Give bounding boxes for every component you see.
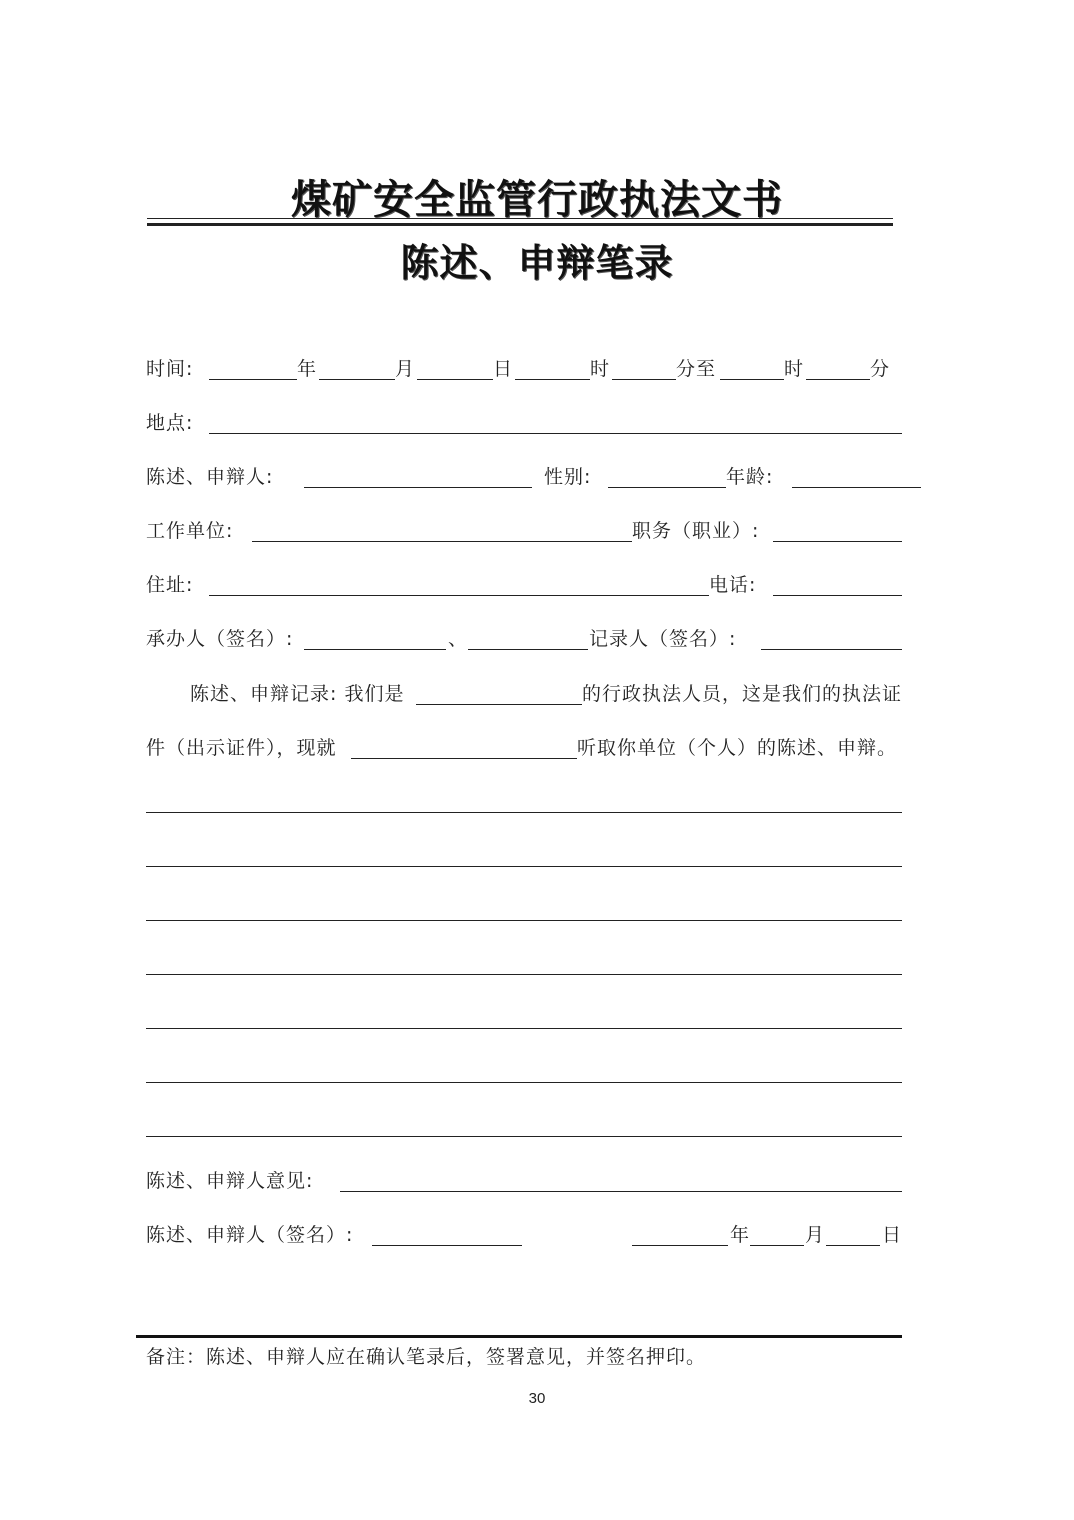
title-rule-upper <box>147 218 893 219</box>
record-writing-line[interactable] <box>146 974 902 975</box>
sign-month-label: 月 <box>805 1224 826 1246</box>
minute-end-field[interactable] <box>806 379 870 380</box>
record-intro-text: 陈述、申辩记录: 我们是 <box>190 683 405 705</box>
position-label: 职务（职业）: <box>632 520 760 542</box>
employer-label: 工作单位: <box>146 520 234 542</box>
record-line-1 <box>146 679 936 709</box>
sign-year-field[interactable] <box>632 1245 728 1246</box>
signature-field[interactable] <box>372 1245 522 1246</box>
page-number: 30 <box>528 1390 546 1407</box>
year-label: 年 <box>297 358 318 380</box>
record-cert-text-2: 听取你单位（个人）的陈述、申辩。 <box>577 737 898 759</box>
address-row <box>146 570 906 600</box>
handler-label: 承办人（签名）: <box>146 628 294 650</box>
agency-field[interactable] <box>416 704 582 705</box>
address-field[interactable] <box>209 595 709 596</box>
hour-start-label: 时 <box>590 358 611 380</box>
document-subtitle: 陈述、申辩笔录 <box>400 240 674 285</box>
signature-row <box>146 1220 906 1250</box>
person-name-field[interactable] <box>304 487 532 488</box>
phone-label: 电话: <box>709 574 757 596</box>
person-label: 陈述、申辩人: <box>146 466 274 488</box>
age-label: 年龄: <box>726 466 774 488</box>
hour-end-field[interactable] <box>720 379 784 380</box>
record-writing-line[interactable] <box>146 866 902 867</box>
gender-label: 性别: <box>544 466 592 488</box>
record-writing-line[interactable] <box>146 812 902 813</box>
age-field[interactable] <box>792 487 921 488</box>
minute-start-field[interactable] <box>612 379 676 380</box>
employer-field[interactable] <box>252 541 632 542</box>
handler-signature-1[interactable] <box>304 649 446 650</box>
position-field[interactable] <box>773 541 902 542</box>
sign-day-label: 日 <box>882 1224 903 1246</box>
hour-start-field[interactable] <box>515 379 590 380</box>
title-rule-lower <box>147 223 893 226</box>
hour-end-label: 时 <box>784 358 805 380</box>
record-cert-text: 件（出示证件），现就 <box>146 737 337 759</box>
gender-field[interactable] <box>608 487 726 488</box>
place-row <box>146 408 906 438</box>
record-writing-line[interactable] <box>146 1136 902 1137</box>
footer-rule <box>136 1335 902 1338</box>
recorder-signature[interactable] <box>761 649 902 650</box>
opinion-field[interactable] <box>340 1191 902 1192</box>
sign-day-field[interactable] <box>826 1245 880 1246</box>
employer-row <box>146 516 906 546</box>
record-writing-line[interactable] <box>146 920 902 921</box>
handler-separator: 、 <box>448 628 469 650</box>
time-label: 时间: <box>146 358 194 380</box>
handler-row <box>146 624 906 654</box>
minute-end-label: 分 <box>870 358 891 380</box>
place-field[interactable] <box>209 433 902 434</box>
record-writing-line[interactable] <box>146 1082 902 1083</box>
footer-note: 备注：陈述、申辩人应在确认笔录后，签署意见，并签名押印。 <box>146 1346 707 1368</box>
month-label: 月 <box>395 358 416 380</box>
sign-year-label: 年 <box>730 1224 751 1246</box>
matter-field[interactable] <box>351 758 577 759</box>
month-field[interactable] <box>319 379 395 380</box>
record-writing-line[interactable] <box>146 1028 902 1029</box>
place-label: 地点: <box>146 412 194 434</box>
person-row <box>146 462 926 492</box>
record-line-2 <box>146 733 936 763</box>
year-field[interactable] <box>209 379 297 380</box>
day-label: 日 <box>493 358 514 380</box>
day-field[interactable] <box>417 379 493 380</box>
minute-to-label: 分至 <box>676 358 717 380</box>
recorder-label: 记录人（签名）: <box>589 628 737 650</box>
phone-field[interactable] <box>773 595 902 596</box>
address-label: 住址: <box>146 574 194 596</box>
opinion-label: 陈述、申辩人意见: <box>146 1170 314 1192</box>
document-title: 煤矿安全监管行政执法文书 <box>291 176 783 223</box>
record-intro-text-2: 的行政执法人员，这是我们的执法证 <box>582 683 903 705</box>
opinion-row <box>146 1166 906 1196</box>
sign-month-field[interactable] <box>750 1245 804 1246</box>
handler-signature-2[interactable] <box>468 649 588 650</box>
time-row <box>146 354 906 384</box>
signature-label: 陈述、申辩人（签名）: <box>146 1224 354 1246</box>
